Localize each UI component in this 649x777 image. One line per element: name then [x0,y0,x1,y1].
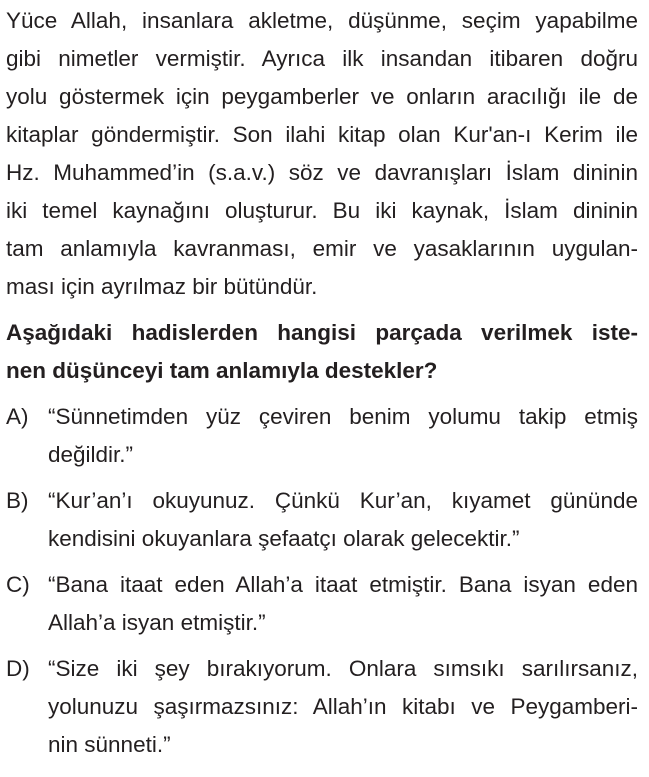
passage-line: tam anlamıyla kavranması, emir ve yasaklarının uygulan- [6,236,638,261]
passage-line: kitaplar göndermiştir. Son ilahi kitap olan Kur'an-ı Kerim ile [6,122,638,147]
option-letter: B) [6,488,29,513]
option-text-line: “Sünnetimden yüz çeviren benim yolumu takip etmiş [48,404,638,429]
option-text-line: “Size iki şey bırakıyorum. Onlara sımsıkı sarılırsanız, [48,656,638,681]
passage-line: gibi nimetler vermiştir. Ayrıca ilk insandan itibaren doğru [6,46,638,71]
option-text-line: yolunuzu şaşırmazsınız: Allah’ın kitabı ve Peygamberi- [48,694,638,719]
option-letter: D) [6,656,30,681]
option-text-line: değildir.” [48,442,134,467]
passage-line: yolu göstermek için peygamberler ve onların aracılığı ile de [6,84,638,109]
option-text-line: nin sünneti.” [48,732,171,757]
passage-line: iki temel kaynağını oluşturur. Bu iki kaynak, İslam dininin [6,198,638,223]
passage-line: Yüce Allah, insanlara akletme, düşünme, seçim yapabilme [6,8,638,33]
question-line: nen düşünceyi tam anlamıyla destekler? [6,358,438,383]
passage-line: Hz. Muhammed’in (s.a.v.) söz ve davranışları İslam dininin [6,160,638,185]
option-text-line: “Kur’an’ı okuyunuz. Çünkü Kur’an, kıyamet gününde [48,488,638,513]
question-line: Aşağıdaki hadislerden hangisi parçada verilmek iste- [6,320,638,345]
option-text-line: Allah’a isyan etmiştir.” [48,610,266,635]
option-text-line: kendisini okuyanlara şefaatçı olarak gelecektir.” [48,526,520,551]
option-text-line: “Bana itaat eden Allah’a itaat etmiştir. Bana isyan eden [48,572,638,597]
option-letter: C) [6,572,30,597]
option-letter: A) [6,404,29,429]
passage-line: ması için ayrılmaz bir bütündür. [6,274,318,299]
